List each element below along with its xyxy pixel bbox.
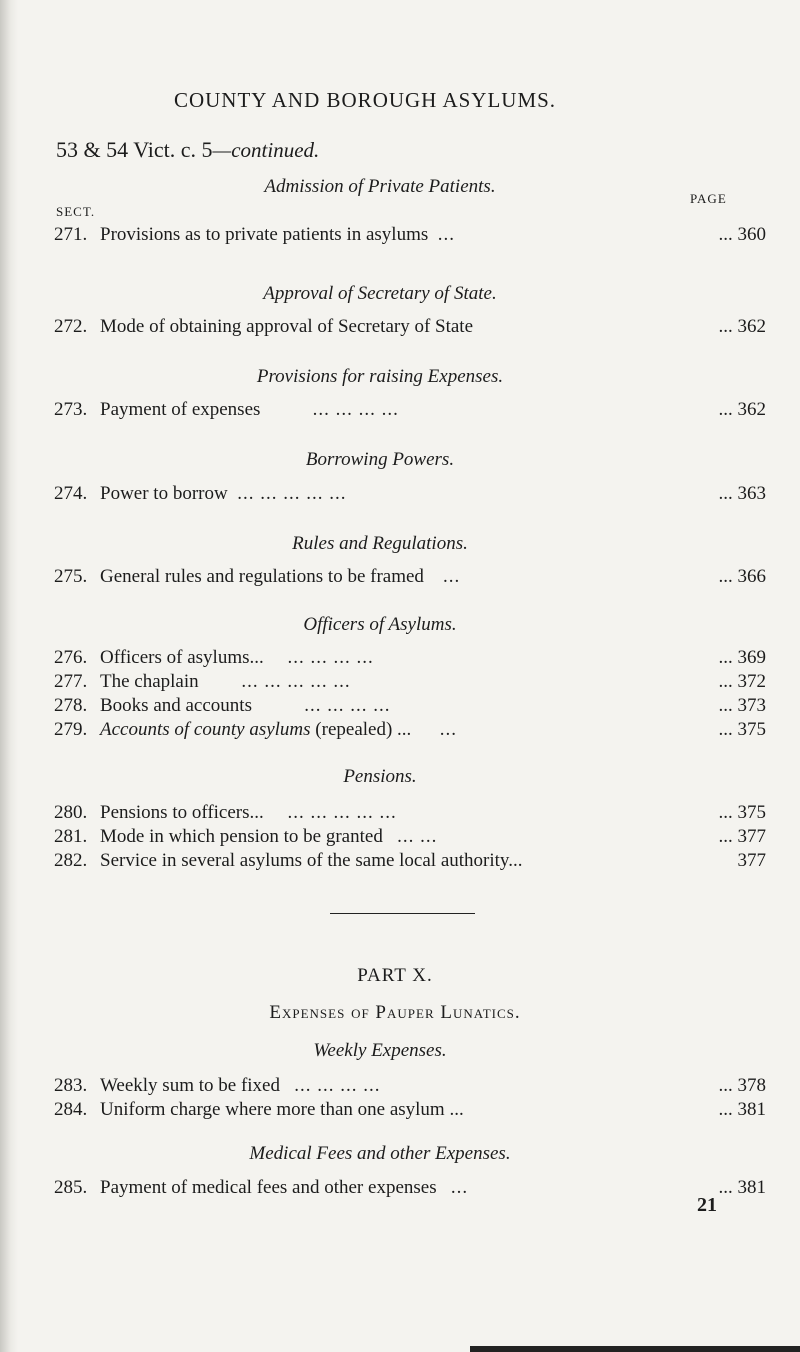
entry-leader: ...: [437, 224, 456, 245]
entry-number: 285.: [54, 1177, 88, 1198]
sect-column-label: SECT.: [56, 204, 96, 219]
section-heading: Rules and Regulations.: [292, 533, 468, 554]
entry-page: ... 362: [718, 316, 766, 337]
toc-entry[interactable]: [54, 482, 766, 506]
section-heading: Approval of Secretary of State.: [263, 283, 497, 304]
entry-page: ... 375: [718, 802, 766, 823]
page-column-label: PAGE: [690, 191, 727, 206]
toc-entry[interactable]: [54, 646, 766, 670]
entry-number: 279.: [54, 719, 88, 740]
entry-page: ... 373: [718, 695, 766, 716]
part-title: PART X.: [357, 965, 433, 986]
entry-page: ... 372: [718, 671, 766, 692]
entry-title: The chaplain: [100, 671, 199, 692]
entry-number: 284.: [54, 1099, 88, 1120]
entry-page: ... 363: [718, 483, 766, 504]
toc-entry[interactable]: [54, 825, 766, 849]
act-citation: [56, 137, 319, 163]
section-heading: Officers of Asylums.: [303, 614, 457, 635]
entry-title: Payment of medical fees and other expenses: [100, 1177, 437, 1198]
entry-leader: ... ... ... ...: [294, 1075, 381, 1096]
toc-entry[interactable]: [54, 315, 766, 339]
entry-title: Books and accounts: [100, 695, 252, 716]
entry-title: Officers of asylums...: [100, 647, 264, 668]
toc-entry[interactable]: [54, 801, 766, 825]
toc-entry[interactable]: [54, 670, 766, 694]
entry-page: ... 362: [718, 399, 766, 420]
section-heading: Medical Fees and other Expenses.: [249, 1143, 511, 1164]
entry-page: 377: [737, 850, 766, 871]
entry-title: Mode in which pension to be granted: [100, 826, 383, 847]
entry-leader: ... ... ... ... ...: [287, 802, 397, 823]
entry-number: 283.: [54, 1075, 88, 1096]
section-heading: Admission of Private Patients.: [264, 176, 496, 197]
entry-leader: ... ... ... ...: [312, 399, 399, 420]
entry-title-extra: (repealed) ...: [310, 719, 412, 740]
page-folio: 21: [697, 1194, 717, 1216]
entry-page: ... 366: [718, 566, 766, 587]
entry-title: Uniform charge where more than one asylum ...: [100, 1099, 464, 1120]
entry-number: 275.: [54, 566, 88, 587]
entry-title: Service in several asylums of the same local authority...: [100, 850, 523, 871]
entry-page: ... 381: [718, 1177, 766, 1198]
toc-entry[interactable]: [54, 849, 766, 873]
entry-page: ... 360: [718, 224, 766, 245]
toc-entry[interactable]: [54, 398, 766, 422]
toc-entry[interactable]: [54, 1098, 766, 1122]
toc-entry[interactable]: [54, 1176, 766, 1200]
section-heading: Weekly Expenses.: [313, 1040, 447, 1061]
entry-number: 274.: [54, 483, 88, 504]
entry-leader: ... ... ... ...: [304, 695, 391, 716]
entry-number: 273.: [54, 399, 88, 420]
part-subtitle: Expenses of Pauper Lunatics.: [269, 1002, 521, 1023]
toc-entry[interactable]: [54, 718, 766, 742]
section-divider: [330, 913, 475, 914]
act-citation-text: 53 & 54 Vict. c. 5: [56, 137, 213, 162]
section-heading: Provisions for raising Expenses.: [256, 366, 504, 387]
entry-page: ... 369: [718, 647, 766, 668]
entry-page: ... 378: [718, 1075, 766, 1096]
entry-number: 272.: [54, 316, 88, 337]
entry-page: ... 381: [718, 1099, 766, 1120]
toc-entry[interactable]: [54, 694, 766, 718]
entry-number: 281.: [54, 826, 88, 847]
toc-entry[interactable]: [54, 565, 766, 589]
entry-number: 280.: [54, 802, 88, 823]
entry-title: Pensions to officers...: [100, 802, 264, 823]
entry-title: Accounts of county asylums: [100, 719, 311, 740]
entry-title: Power to borrow: [100, 483, 228, 504]
entry-number: 282.: [54, 850, 88, 871]
entry-leader: ... ... ... ... ...: [241, 671, 351, 692]
entry-number: 271.: [54, 224, 88, 245]
entry-title: General rules and regulations to be framed: [100, 566, 424, 587]
entry-title: Payment of expenses: [100, 399, 261, 420]
entry-leader: ... ... ... ...: [287, 647, 374, 668]
toc-entry[interactable]: [54, 223, 766, 247]
toc-entry[interactable]: [54, 1074, 766, 1098]
entry-number: 276.: [54, 647, 88, 668]
act-continued: —continued.: [212, 138, 320, 162]
entry-page: ... 375: [718, 719, 766, 740]
entry-number: 277.: [54, 671, 88, 692]
entry-page: ... 377: [718, 826, 766, 847]
entry-number: 278.: [54, 695, 88, 716]
page-bottom-edge: [470, 1346, 800, 1352]
entry-title: Provisions as to private patients in asylums: [100, 224, 429, 245]
entry-leader: ...: [450, 1177, 469, 1198]
section-heading: Borrowing Powers.: [305, 449, 455, 470]
entry-title: Weekly sum to be fixed: [100, 1075, 280, 1096]
entry-leader: ...: [442, 566, 461, 587]
entry-title: Mode of obtaining approval of Secretary of State: [100, 316, 474, 337]
entry-leader: ...: [439, 719, 458, 740]
entry-leader: ... ... ... ... ...: [237, 483, 347, 504]
section-heading: Pensions.: [343, 766, 417, 787]
running-head: COUNTY AND BOROUGH ASYLUMS.: [173, 88, 557, 112]
entry-leader: ... ...: [397, 826, 438, 847]
